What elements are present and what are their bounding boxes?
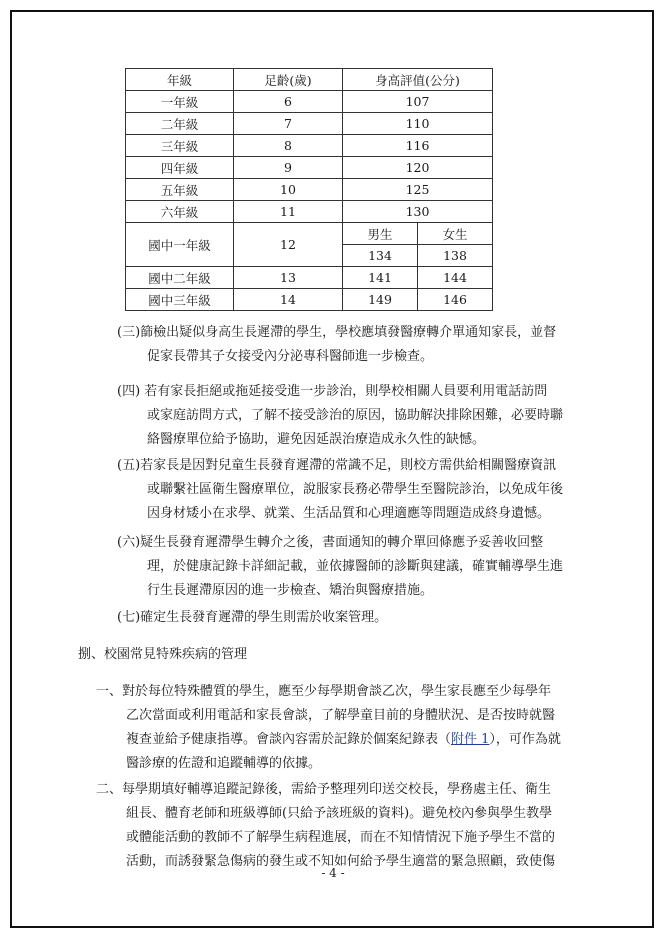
grade-cell: 五年級 [126, 179, 234, 201]
section-title: 捌、校園常見特殊疾病的管理 [78, 647, 248, 662]
text-line: (四) 若有家長拒絕或拖延接受進一步診治，則學校相關人員要利用電話訪問 [117, 384, 548, 399]
header-height: 身高評值(公分) [343, 69, 493, 91]
text-fragment: 複查並給予健康指導。會談內容需於記錄於個案紀錄表（ [126, 732, 452, 747]
text-line: 組長、體育老師和班級導師(只給予該班級的資料)。避免校內參與學生教學 [126, 806, 553, 821]
text-line: 或聯繫社區衛生醫療單位，說服家長務必帶學生至醫院診治，以免成年後 [147, 482, 564, 497]
text-line: 行生長遲滯原因的進一步檢查、矯治與醫療措施。 [147, 583, 434, 598]
age-cell: 7 [234, 113, 343, 135]
age-cell: 13 [234, 267, 343, 289]
item-4-paragraph [117, 380, 563, 452]
text-line: 理，於健康記錄卡詳細記載，並依據醫師的診斷與建議，確實輔導學生進 [147, 559, 564, 574]
table-row [126, 267, 493, 289]
table-row [126, 135, 493, 157]
text-line: 絡醫療單位給予協助，避免因延誤治療造成永久性的缺憾。 [147, 432, 486, 447]
text-line [96, 728, 561, 752]
female-height-cell: 144 [418, 267, 493, 289]
height-cell: 120 [343, 157, 493, 179]
female-height-cell: 146 [418, 289, 493, 311]
item-7-paragraph [117, 606, 387, 630]
male-height-cell: 149 [343, 289, 418, 311]
height-cell: 110 [343, 113, 493, 135]
height-cell: 130 [343, 201, 493, 223]
grade-cell: 三年級 [126, 135, 234, 157]
header-age: 足齡(歲) [234, 69, 343, 91]
text-line: 或體能活動的教師不了解學生病程進展，而在不知情情況下施予學生不當的 [126, 830, 556, 845]
text-line: 二、每學期填好輔導追蹤記錄後，需給予整理列印送交校長，學務處主任、衛生 [96, 782, 552, 797]
age-cell: 11 [234, 201, 343, 223]
text-line: (三)篩檢出疑似身高生長遲滯的學生，學校應填發醫療轉介單通知家長，並督 [117, 325, 557, 340]
text-line: 活動，而誘發緊急傷病的發生或不知如何給予學生適當的緊急照顧，致使傷 [126, 854, 556, 869]
table-row [126, 113, 493, 135]
male-height-cell: 141 [343, 267, 418, 289]
male-header: 男生 [343, 223, 418, 245]
text-fragment: ），可作為就 [489, 732, 561, 747]
table-row [126, 223, 493, 245]
grade-cell: 二年級 [126, 113, 234, 135]
table-header-row [126, 69, 493, 91]
height-cell: 107 [343, 91, 493, 113]
table-row [126, 179, 493, 201]
grade-cell: 一年級 [126, 91, 234, 113]
age-cell: 12 [234, 223, 343, 267]
item-6-paragraph [117, 531, 563, 603]
table-row [126, 91, 493, 113]
female-header: 女生 [418, 223, 493, 245]
text-line: 或家庭訪問方式，了解不接受診治的原因，協助解決排除困難，必要時聯 [147, 408, 564, 423]
item-5-paragraph [117, 454, 563, 526]
text-line: 因身材矮小在求學、就業、生活品質和心理適應等問題造成終身遺憾。 [147, 506, 551, 521]
table-row [126, 157, 493, 179]
grade-cell: 四年級 [126, 157, 234, 179]
item-3-paragraph [117, 321, 556, 369]
age-cell: 8 [234, 135, 343, 157]
table-row [126, 289, 493, 311]
age-cell: 14 [234, 289, 343, 311]
header-grade: 年級 [126, 69, 234, 91]
female-height-cell: 138 [418, 245, 493, 267]
grade-cell: 國中二年級 [126, 267, 234, 289]
height-standard-table [125, 68, 493, 311]
text-line: 乙次當面或利用電話和家長會談，了解學童目前的身體狀況、是否按時就醫 [126, 708, 556, 723]
attachment-1-link[interactable]: 附件 1 [451, 732, 490, 747]
section-2-paragraph [96, 778, 555, 874]
section-1-paragraph [96, 680, 561, 776]
text-line: (七)確定生長發育遲滯的學生則需於收案管理。 [117, 610, 388, 625]
text-line: 促家長帶其子女接受內分泌專科醫師進一步檢查。 [147, 349, 434, 364]
height-cell: 125 [343, 179, 493, 201]
text-line: (五)若家長是因對兒童生長發育遲滯的常識不足，則校方需供給相關醫療資訊 [117, 458, 557, 473]
section-heading [78, 643, 247, 667]
text-line: (六)疑生長發育遲滯學生轉介之後，書面通知的轉介單回條應予妥善收回整 [117, 535, 544, 550]
height-cell: 116 [343, 135, 493, 157]
age-cell: 6 [234, 91, 343, 113]
age-cell: 10 [234, 179, 343, 201]
male-height-cell: 134 [343, 245, 418, 267]
grade-cell: 國中一年級 [126, 223, 234, 267]
text-line: 一、對於每位特殊體質的學生，應至少每學期會談乙次，學生家長應至少每學年 [96, 684, 552, 699]
grade-cell: 六年級 [126, 201, 234, 223]
text-line: 醫診療的佐證和追蹤輔導的依據。 [126, 756, 322, 771]
age-cell: 9 [234, 157, 343, 179]
page-number: - 4 - [321, 866, 345, 880]
table-row [126, 201, 493, 223]
grade-cell: 國中三年級 [126, 289, 234, 311]
